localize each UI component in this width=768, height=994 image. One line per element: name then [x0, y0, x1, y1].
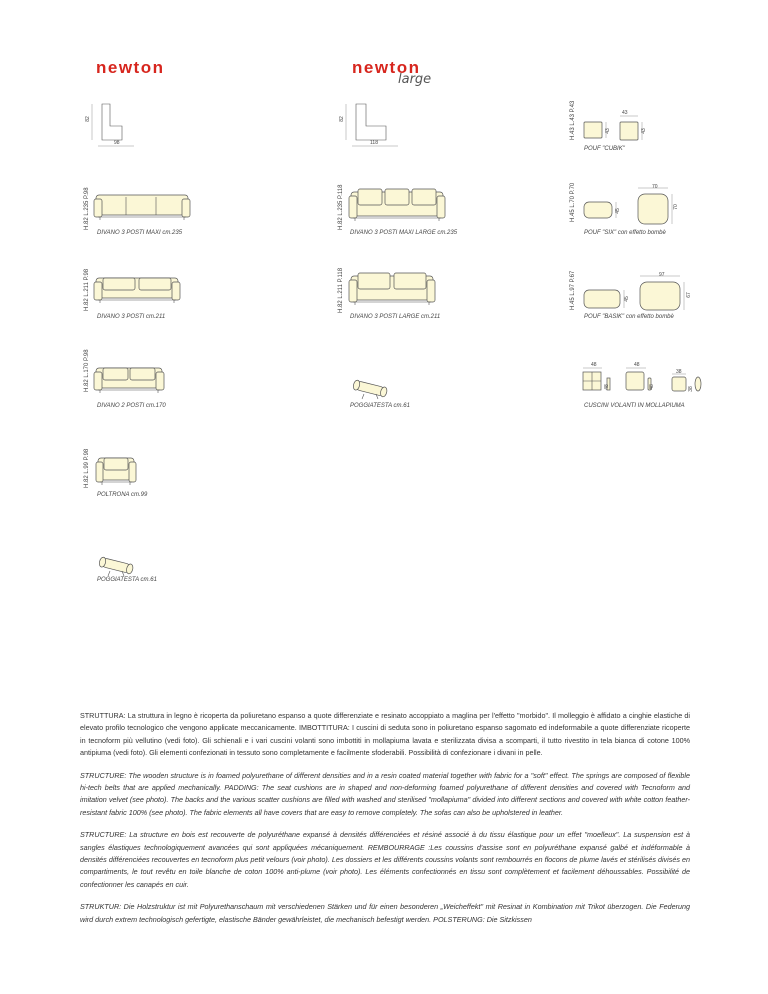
label-pouf-cubik: H.43 L.43 P.43	[570, 100, 576, 140]
description-en: STRUCTURE: The wooden structure is in foamed polyurethane of different densities and in a resin coated material together with fabric for a "soft" effect. The springs are composed of flexible hi-tech belts that are applied mechanically. PADDING: The seat cushions are in shaped and non-deforming foamed polyurethane of different densities and covered with Tecnoform and imitation velvet (see photo). The backs and the various scatter cushions are filled with washed and sterilised "mollapiuma" divided into different sections and covered with white cotton feather-resistant fabric 100% (see photo). The fabric elements all have covers that are easy to remove completely. The sofas can also be upholstered in leather.	[80, 770, 690, 817]
label-armchair: H.82 L.99 P.98	[84, 448, 90, 488]
headrest-icon	[96, 555, 136, 577]
caption-pouf-basik: POUF "BASIK" con effetto bombè	[584, 314, 674, 320]
cushion-dim-5: 38	[676, 369, 682, 375]
label-pouf-six: H.45 L.70 P.70	[570, 182, 576, 222]
caption-armchair: POLTRONA cm.99	[97, 492, 148, 498]
pouf-cubik-dim-1: 43	[622, 110, 628, 116]
cushions-icon	[580, 360, 710, 400]
pouf-cubik-dim-3: 43	[640, 128, 647, 134]
pouf-basik-dim-2: 45	[623, 296, 630, 302]
side-view-118	[338, 100, 392, 148]
pouf-six-dim-1: 70	[652, 184, 658, 190]
caption-pouf-cubik: POUF "CUBIK"	[584, 146, 625, 152]
pouf-six-dim-2: 45	[614, 208, 621, 214]
label-sofa-235: H.82 L.235 P.98	[84, 187, 90, 230]
side-width-label-large: 118	[370, 140, 378, 146]
armchair-icon	[96, 452, 136, 490]
caption-cushions: CUSCINI VOLANTI IN MOLLAPIUMA	[584, 403, 685, 409]
pouf-cubik-dim-2: 43	[604, 128, 611, 134]
newton-large-logo: newton	[352, 58, 421, 77]
pouf-basik-icon	[582, 272, 692, 316]
sofa-235-icon	[94, 187, 190, 227]
newton-logo: newton	[96, 58, 165, 77]
cushion-dim-4: 48	[648, 384, 655, 390]
sofa-211-icon	[94, 270, 180, 310]
description-block	[80, 710, 690, 926]
newton-large-logo-sub: large	[398, 72, 432, 87]
side-height-label-large: 82	[338, 116, 345, 122]
caption-sofa-235-large: DIVANO 3 POSTI MAXI LARGE cm.235	[350, 230, 458, 236]
label-sofa-170: H.82 L.170 P.98	[84, 349, 90, 392]
description-it: STRUTTURA: La struttura in legno è ricoperta da poliuretano espanso a quote differenziate e resinato accoppiato a maglina per l'effetto "morbido". Il molleggio è affidato a cinghie elastiche di elevato profilo tecnologico che vengono applicate meccanicamente. IMBOTTITURA: I cuscini di seduta sono in poliuretano espanso sagomato ed indeformabile a quote differenziate ricoperte in tecnoform più vellutino (vedi foto). Gli schienali e i vari cuscini volanti sono imbottiti in mollapiuma lavata e sterilizzata divisa a scomparti, il tutto rivestito in tela bianca di cotone 100% antipiuma (vedi foto). Gli elementi confezionati in tessuto sono completamente e facilmente sfoderabili. Possibilità di confezionare i divani in pelle.	[80, 711, 690, 758]
label-sofa-211: H.82 L.211 P.98	[84, 268, 90, 311]
caption-pouf-six: POUF "SIX" con effetto bombè	[584, 230, 666, 236]
sofa-211-large-icon	[349, 268, 435, 312]
pouf-six-dim-3: 70	[672, 204, 679, 210]
description-de: STRUKTUR: Die Holzstruktur ist mit Polyurethanschaum mit verschiedenen Stärken und für einen besonderen „Weicheffekt" mit Resinat in Kombination mit Trikot überzogen. Die Federung wird durch extrem technologisch gefertigte, elastische Bänder gewährleistet, die mechanisch befestigt werden. POLSTERUNG: Die Sitzkissen	[80, 902, 690, 924]
cushion-dim-3: 48	[634, 362, 640, 368]
caption-headrest-large: POGGIATESTA cm.61	[350, 403, 410, 409]
cushion-dim-6: 38	[687, 386, 694, 392]
label-pouf-basik: H.45 L.97 P.67	[570, 270, 576, 310]
caption-sofa-170: DIVANO 2 POSTI cm.170	[97, 403, 166, 409]
side-view-98	[84, 100, 138, 148]
pouf-basik-dim-1: 97	[659, 272, 665, 278]
caption-sofa-235: DIVANO 3 POSTI MAXI cm.235	[97, 230, 183, 236]
pouf-basik-dim-3: 67	[685, 292, 692, 298]
description-fr: STRUCTURE: La structure en bois est recouverte de polyuréthane expansé à densités différenciées et résiné associé à du tissu élastique pour un effet "moelleux". La suspension est à sangles élastiques technologiquement avancées qui sont appliquées mécaniquement. REMBOURRAGE :Les coussins d'assise sont en polyuréthane expansé galbé et indéformable à densités différenciées recouvertes en tecnoform plus petit velours (voir photo). Les dossiers et les différents coussins volants sont rembourrés en flocons de plume lavés et stérilisés divisés en compartiments, le tout revêtu en toile blanche de coton 100% anti-plume (voir photo). Les éléments confectionnés en tissu sont complètement et facilement déhoussables. Possibilité de confectionner les canapés en cuir.	[80, 830, 690, 889]
caption-headrest: POGGIATESTA cm.61	[97, 577, 157, 583]
headrest-large-icon	[350, 378, 390, 400]
cushion-dim-1: 48	[591, 362, 597, 368]
side-width-label: 98	[114, 140, 120, 146]
caption-sofa-211-large: DIVANO 3 POSTI LARGE cm.211	[350, 314, 441, 320]
cushion-dim-2: 48	[603, 384, 610, 390]
label-sofa-211-large: H.82 L.211 P.118	[338, 267, 344, 313]
sofa-170-icon	[94, 360, 164, 400]
side-height-label: 82	[84, 116, 91, 122]
label-sofa-235-large: H.82 L.235 P.118	[338, 184, 344, 230]
caption-sofa-211: DIVANO 3 POSTI cm.211	[97, 314, 166, 320]
sofa-235-large-icon	[349, 184, 445, 228]
side-view-98-drawing	[88, 100, 138, 148]
